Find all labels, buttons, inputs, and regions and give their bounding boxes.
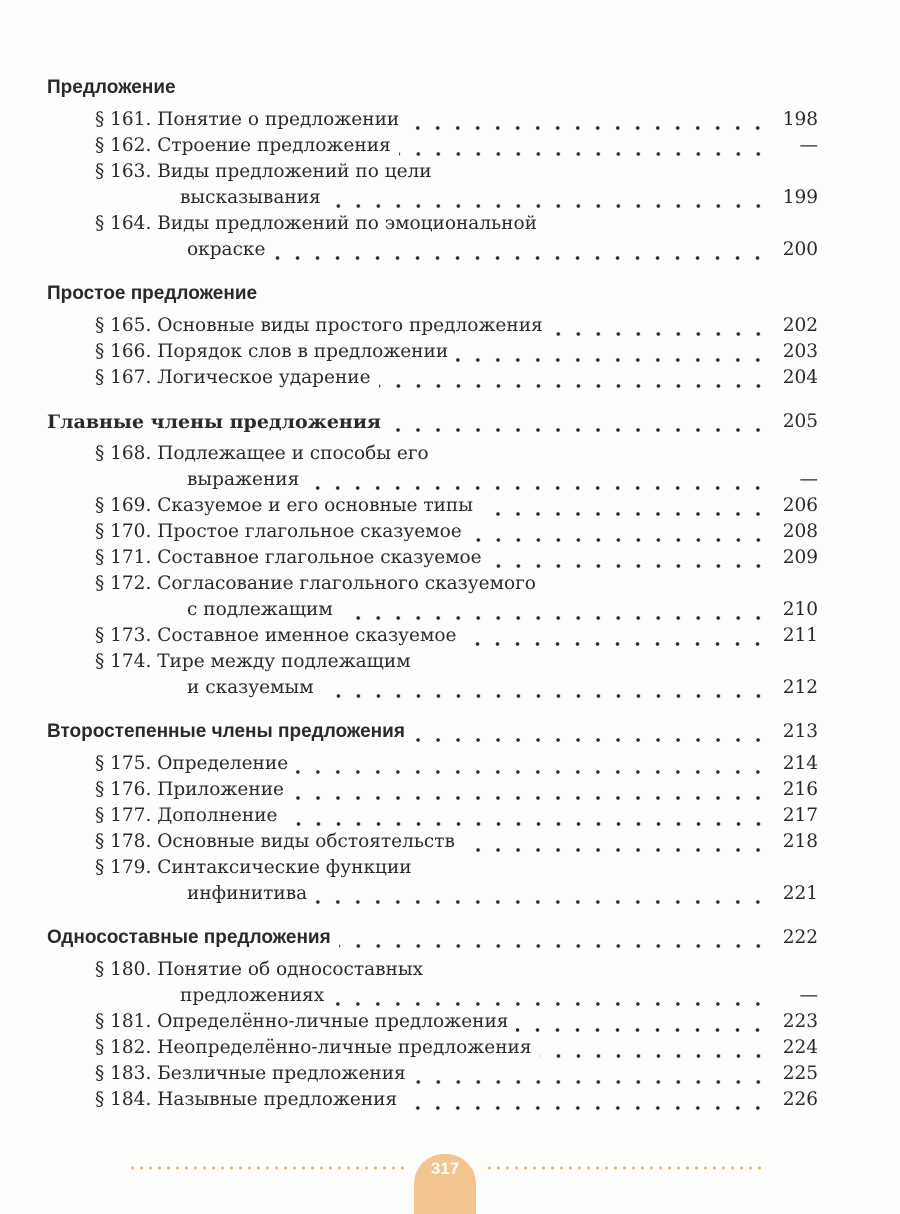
entry-page-number: 211: [782, 625, 818, 646]
section-title: Второстепенные члены предложения: [47, 721, 405, 742]
entry-text: § 184. Назывные предложения: [95, 1089, 398, 1110]
entry-page-number: —: [799, 985, 818, 1006]
entry-page-number: 224: [782, 1037, 818, 1058]
entry-page-number: 203: [782, 341, 818, 362]
entry-text: § 172. Согласование глагольного сказуемого: [95, 573, 536, 594]
toc-entry-line: [47, 597, 818, 623]
toc-entry[interactable]: [47, 803, 818, 829]
toc-entry[interactable]: [47, 133, 818, 159]
section-title: Предложение: [47, 77, 176, 98]
dot-leader: [463, 829, 768, 855]
entry-page-number: 198: [782, 109, 818, 130]
dot-leader: [273, 237, 768, 263]
toc-entry[interactable]: [47, 855, 818, 907]
table-of-contents: [47, 75, 818, 1131]
entry-page-number: 199: [782, 187, 818, 208]
dot-leader: [339, 925, 768, 951]
toc-entry-line: [47, 313, 818, 339]
toc-section: [47, 75, 818, 263]
section-title: Главные члены предложения: [47, 411, 381, 433]
section-title-row[interactable]: [47, 409, 818, 435]
toc-entry-line: [47, 751, 818, 777]
toc-entry-line: [47, 237, 818, 263]
entry-text: и сказуемым: [187, 677, 314, 698]
entry-page-number: 223: [782, 1011, 818, 1032]
dot-leader: [399, 133, 768, 159]
toc-entry-line: [47, 881, 818, 907]
toc-entry-line: [47, 339, 818, 365]
section-page-number: 222: [782, 927, 818, 948]
section-page-number: 205: [782, 411, 818, 432]
dot-leader: [389, 409, 768, 435]
entry-text: § 171. Составное глагольное сказуемое: [95, 547, 482, 568]
dot-leader: [332, 983, 768, 1009]
toc-entry[interactable]: [47, 313, 818, 339]
toc-entry[interactable]: [47, 1087, 818, 1113]
entry-text: инфинитива: [187, 883, 308, 904]
entry-text: § 170. Простое глагольное сказуемое: [95, 521, 462, 542]
entry-text: § 179. Синтаксические функции: [95, 857, 412, 878]
entry-text: § 166. Порядок слов в предложении: [95, 341, 449, 362]
section-title-row[interactable]: [47, 925, 818, 951]
toc-entry[interactable]: [47, 751, 818, 777]
entry-page-number: 226: [782, 1089, 818, 1110]
section-title: Односоставные предложения: [47, 927, 331, 948]
toc-entry-line: [47, 803, 818, 829]
toc-entry-line: [47, 957, 818, 983]
dot-leader: [286, 803, 769, 829]
toc-entry[interactable]: [47, 493, 818, 519]
dot-leader: [551, 313, 768, 339]
dot-leader: [540, 1035, 768, 1061]
entry-text: § 178. Основные виды обстоятельств: [95, 831, 455, 852]
footer-dots-right: [485, 1166, 761, 1170]
entry-text: § 175. Определение: [95, 753, 289, 774]
toc-entry[interactable]: [47, 957, 818, 1009]
entry-page-number: 204: [782, 367, 818, 388]
toc-entry[interactable]: [47, 441, 818, 493]
entry-text: § 164. Виды предложений по эмоциональной: [95, 213, 537, 234]
dot-leader: [470, 519, 768, 545]
entry-page-number: —: [799, 469, 818, 490]
dot-leader: [464, 623, 768, 649]
section-title-row[interactable]: [47, 719, 818, 745]
entry-text: § 165. Основные виды простого предложения: [95, 315, 543, 336]
dot-leader: [490, 545, 768, 571]
dot-leader: [329, 185, 768, 211]
dot-leader: [379, 365, 768, 391]
entry-text: § 174. Тире между подлежащим: [95, 651, 411, 672]
toc-entry[interactable]: [47, 211, 818, 263]
entry-text: § 180. Понятие об односоставных: [95, 959, 424, 980]
toc-entry-line: [47, 1009, 818, 1035]
page-number: 317: [414, 1154, 476, 1214]
dot-leader: [322, 675, 768, 701]
dot-leader: [296, 751, 768, 777]
entry-text: § 173. Составное именное сказуемое: [95, 625, 457, 646]
toc-entry-line: [47, 983, 818, 1009]
dot-leader: [414, 1061, 768, 1087]
toc-entry-line: [47, 185, 818, 211]
toc-entry[interactable]: [47, 107, 818, 133]
dot-leader: [292, 777, 768, 803]
entry-text: § 168. Подлежащее и способы его: [95, 443, 429, 464]
entry-page-number: 210: [782, 599, 818, 620]
entry-text: с подлежащим: [187, 599, 333, 620]
entry-page-number: 209: [782, 547, 818, 568]
section-page-number: 213: [782, 721, 818, 742]
toc-entry-line: [47, 107, 818, 133]
entry-text: § 162. Строение предложения: [95, 135, 391, 156]
toc-entry-line: [47, 159, 818, 185]
entry-page-number: 218: [782, 831, 818, 852]
toc-section: [47, 409, 818, 701]
dot-leader: [307, 467, 768, 493]
toc-entry-line: [47, 133, 818, 159]
entry-text: § 169. Сказуемое и его основные типы: [95, 495, 473, 516]
entry-page-number: 212: [782, 677, 818, 698]
toc-entry-line: [47, 571, 818, 597]
toc-entry-line: [47, 649, 818, 675]
toc-entry-line: [47, 1061, 818, 1087]
entry-text: § 177. Дополнение: [95, 805, 278, 826]
toc-entry-line: [47, 467, 818, 493]
dot-leader: [407, 107, 768, 133]
toc-entry[interactable]: [47, 159, 818, 211]
dot-leader: [405, 1087, 768, 1113]
toc-entry[interactable]: [47, 623, 818, 649]
entry-text: выражения: [187, 469, 300, 490]
toc-entry-line: [47, 1035, 818, 1061]
toc-section: [47, 719, 818, 907]
entry-page-number: 214: [782, 753, 818, 774]
toc-entry-line: [47, 777, 818, 803]
toc-entry-line: [47, 829, 818, 855]
entry-text: § 161. Понятие о предложении: [95, 109, 400, 130]
entry-page-number: 202: [782, 315, 818, 336]
toc-entry[interactable]: [47, 1009, 818, 1035]
toc-entry[interactable]: [47, 649, 818, 701]
toc-entry[interactable]: [47, 365, 818, 391]
entry-page-number: 200: [782, 239, 818, 260]
toc-entry[interactable]: [47, 829, 818, 855]
toc-section: [47, 925, 818, 1113]
entry-text: § 183. Безличные предложения: [95, 1063, 406, 1084]
toc-entry-line: [47, 365, 818, 391]
toc-entry-line: [47, 675, 818, 701]
page-footer: [0, 1150, 900, 1200]
dot-leader: [481, 493, 768, 519]
entry-page-number: —: [799, 135, 818, 156]
toc-entry[interactable]: [47, 777, 818, 803]
entry-text: высказывания: [180, 187, 321, 208]
toc-entry-line: [47, 493, 818, 519]
toc-entry[interactable]: [47, 545, 818, 571]
dot-leader: [413, 719, 768, 745]
toc-entry-line: [47, 211, 818, 237]
toc-entry-line: [47, 441, 818, 467]
toc-entry[interactable]: [47, 571, 818, 623]
section-title-row[interactable]: [47, 75, 818, 101]
entry-text: § 176. Приложение: [95, 779, 284, 800]
entry-text: окраске: [187, 239, 266, 260]
entry-page-number: 225: [782, 1063, 818, 1084]
footer-dots-left: [128, 1166, 406, 1170]
dot-leader: [315, 881, 768, 907]
entry-text: § 181. Определённо-личные предложения: [95, 1011, 509, 1032]
dot-leader: [516, 1009, 768, 1035]
entry-page-number: 206: [782, 495, 818, 516]
entry-page-number: 221: [782, 883, 818, 904]
section-title: Простое предложение: [47, 283, 258, 304]
entry-text: § 167. Логическое ударение: [95, 367, 371, 388]
entry-text: § 182. Неопределённо-личные предложения: [95, 1037, 532, 1058]
toc-entry-line: [47, 623, 818, 649]
toc-entry[interactable]: [47, 1035, 818, 1061]
entry-text: § 163. Виды предложений по цели: [95, 161, 432, 182]
dot-leader: [341, 597, 768, 623]
toc-section: [47, 281, 818, 391]
entry-page-number: 217: [782, 805, 818, 826]
dot-leader: [456, 339, 768, 365]
section-title-row[interactable]: [47, 281, 818, 307]
entry-text: предложениях: [180, 985, 325, 1006]
toc-entry[interactable]: [47, 519, 818, 545]
toc-entry-line: [47, 855, 818, 881]
toc-entry[interactable]: [47, 339, 818, 365]
toc-entry-line: [47, 545, 818, 571]
toc-entry-line: [47, 1087, 818, 1113]
toc-entry-line: [47, 519, 818, 545]
entry-page-number: 216: [782, 779, 818, 800]
entry-page-number: 208: [782, 521, 818, 542]
toc-entry[interactable]: [47, 1061, 818, 1087]
